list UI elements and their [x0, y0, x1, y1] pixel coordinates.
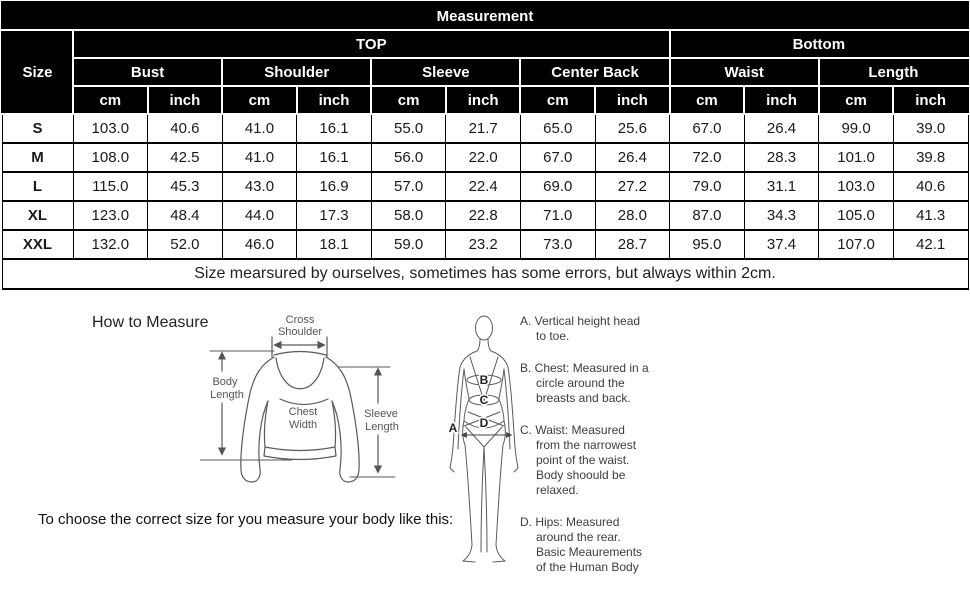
unit-header: inch	[595, 86, 670, 114]
figure-label-a: A	[448, 421, 458, 435]
measurement-notes	[520, 314, 690, 592]
note-c	[520, 423, 690, 498]
note-line: D. Hips: Measured	[520, 515, 620, 529]
group-header-top: TOP	[73, 30, 670, 58]
value-cell: 42.5	[148, 143, 223, 172]
value-cell: 45.3	[148, 172, 223, 201]
figure-label-b: B	[479, 373, 489, 387]
table-row	[2, 201, 968, 230]
size-cell: S	[2, 114, 73, 143]
table-row	[2, 230, 968, 259]
value-cell: 25.6	[595, 114, 670, 143]
body-length-label-line2: Length	[210, 389, 244, 401]
col-header-sleeve: Sleeve	[371, 58, 520, 86]
note-line: Body shoould be	[536, 468, 626, 482]
table-title-row	[2, 2, 968, 30]
unit-header: cm	[73, 86, 148, 114]
value-cell: 43.0	[222, 172, 297, 201]
value-cell: 95.0	[670, 230, 745, 259]
choose-size-instruction: To choose the correct size for you measure your body like this:	[38, 511, 454, 528]
value-cell: 17.3	[297, 201, 372, 230]
value-cell: 103.0	[73, 114, 148, 143]
note-line: breasts and back.	[536, 391, 631, 405]
table-row	[2, 143, 968, 172]
figure-label-c: C	[479, 393, 489, 407]
col-header-waist: Waist	[670, 58, 819, 86]
value-cell: 101.0	[819, 143, 894, 172]
value-cell: 79.0	[670, 172, 745, 201]
note-b	[520, 361, 690, 406]
size-cell: L	[2, 172, 73, 201]
value-cell: 39.8	[893, 143, 968, 172]
unit-header: inch	[893, 86, 968, 114]
value-cell: 108.0	[73, 143, 148, 172]
value-cell: 55.0	[371, 114, 446, 143]
figure-label-d: D	[479, 416, 489, 430]
body-figure-diagram	[438, 305, 520, 581]
value-cell: 44.0	[222, 201, 297, 230]
col-header-size: Size	[2, 30, 73, 114]
value-cell: 28.7	[595, 230, 670, 259]
unit-header: inch	[446, 86, 521, 114]
group-header-row	[2, 30, 968, 58]
value-cell: 99.0	[819, 114, 894, 143]
value-cell: 52.0	[148, 230, 223, 259]
value-cell: 103.0	[819, 172, 894, 201]
value-cell: 107.0	[819, 230, 894, 259]
value-cell: 115.0	[73, 172, 148, 201]
value-cell: 73.0	[520, 230, 595, 259]
table-note: Size mearsured by ourselves, sometimes has some errors, but always within 2cm.	[2, 259, 968, 289]
value-cell: 42.1	[893, 230, 968, 259]
value-cell: 21.7	[446, 114, 521, 143]
value-cell: 41.3	[893, 201, 968, 230]
col-header-bust: Bust	[73, 58, 222, 86]
value-cell: 31.1	[744, 172, 819, 201]
value-cell: 39.0	[893, 114, 968, 143]
table-title: Measurement	[2, 2, 968, 30]
value-cell: 22.4	[446, 172, 521, 201]
unit-header: cm	[670, 86, 745, 114]
cross-shoulder-label-line2: Shoulder	[277, 326, 323, 338]
note-line: around the rear.	[536, 530, 621, 544]
value-cell: 23.2	[446, 230, 521, 259]
value-cell: 46.0	[222, 230, 297, 259]
value-cell: 57.0	[371, 172, 446, 201]
col-header-shoulder: Shoulder	[222, 58, 371, 86]
chest-width-label-line1: Chest	[288, 406, 318, 418]
unit-header: inch	[297, 86, 372, 114]
how-to-measure-section	[0, 290, 970, 584]
table-row	[2, 172, 968, 201]
value-cell: 18.1	[297, 230, 372, 259]
value-cell: 41.0	[222, 143, 297, 172]
note-line: relaxed.	[536, 483, 579, 497]
value-cell: 48.4	[148, 201, 223, 230]
how-to-measure-heading: How to Measure	[92, 314, 209, 331]
value-cell: 58.0	[371, 201, 446, 230]
value-cell: 22.0	[446, 143, 521, 172]
size-chart-table	[1, 1, 969, 290]
col-header-length: Length	[819, 58, 968, 86]
value-cell: 16.9	[297, 172, 372, 201]
size-cell: XL	[2, 201, 73, 230]
value-cell: 22.8	[446, 201, 521, 230]
note-d	[520, 515, 690, 575]
note-line: point of the waist.	[536, 453, 630, 467]
value-cell: 37.4	[744, 230, 819, 259]
note-row	[2, 259, 968, 289]
cross-shoulder-label-line1: Cross	[285, 314, 315, 326]
value-cell: 26.4	[595, 143, 670, 172]
note-line: Basic Meaurements	[536, 545, 643, 559]
value-cell: 26.4	[744, 114, 819, 143]
value-cell: 27.2	[595, 172, 670, 201]
note-a	[520, 314, 690, 344]
col-header-center-back: Center Back	[520, 58, 669, 86]
shirt-measure-diagram	[200, 307, 415, 502]
value-cell: 59.0	[371, 230, 446, 259]
note-line: to toe.	[536, 329, 570, 343]
table-row	[2, 114, 968, 143]
value-cell: 16.1	[297, 143, 372, 172]
unit-header: cm	[371, 86, 446, 114]
size-cell: M	[2, 143, 73, 172]
note-line: C. Waist: Measured	[520, 423, 625, 437]
value-cell: 132.0	[73, 230, 148, 259]
unit-header: inch	[148, 86, 223, 114]
value-cell: 56.0	[371, 143, 446, 172]
value-cell: 28.3	[744, 143, 819, 172]
value-cell: 123.0	[73, 201, 148, 230]
group-header-bottom: Bottom	[670, 30, 968, 58]
value-cell: 72.0	[670, 143, 745, 172]
value-cell: 71.0	[520, 201, 595, 230]
value-cell: 34.3	[744, 201, 819, 230]
value-cell: 87.0	[670, 201, 745, 230]
value-cell: 41.0	[222, 114, 297, 143]
value-cell: 65.0	[520, 114, 595, 143]
note-line: from the narrowest	[536, 438, 637, 452]
unit-header-row	[2, 86, 968, 114]
value-cell: 28.0	[595, 201, 670, 230]
body-length-label-line1: Body	[212, 376, 238, 388]
value-cell: 16.1	[297, 114, 372, 143]
value-cell: 67.0	[670, 114, 745, 143]
note-line: B. Chest: Measured in a	[520, 361, 649, 375]
sleeve-length-label-line1: Sleeve	[364, 408, 398, 420]
unit-header: cm	[819, 86, 894, 114]
value-cell: 105.0	[819, 201, 894, 230]
size-cell: XXL	[2, 230, 73, 259]
unit-header: cm	[222, 86, 297, 114]
unit-header: cm	[520, 86, 595, 114]
chest-width-label-line2: Width	[288, 419, 318, 431]
note-line: A. Vertical height head	[520, 314, 641, 328]
value-cell: 40.6	[893, 172, 968, 201]
unit-header: inch	[744, 86, 819, 114]
value-cell: 40.6	[148, 114, 223, 143]
value-cell: 69.0	[520, 172, 595, 201]
value-cell: 67.0	[520, 143, 595, 172]
sleeve-length-label-line2: Length	[365, 421, 399, 433]
note-line: circle around the	[536, 376, 625, 390]
note-line: of the Human Body	[536, 560, 639, 574]
measure-header-row	[2, 58, 968, 86]
